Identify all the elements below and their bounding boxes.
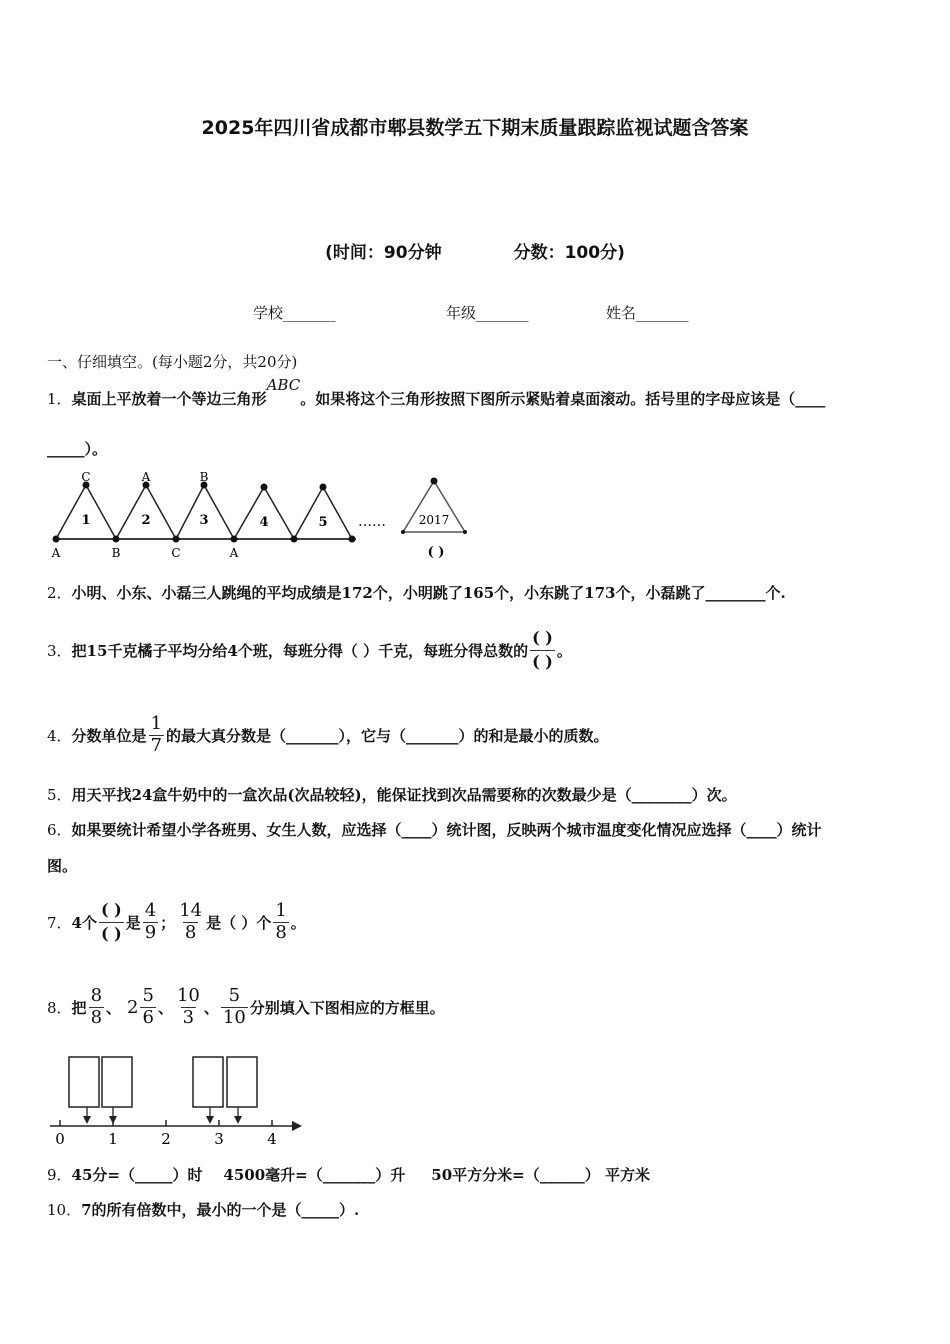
vertex-label: A <box>229 546 239 560</box>
question-number: 2． <box>47 584 72 602</box>
section-heading: 一、仔细填空。(每小题2分，共20分) <box>47 353 298 371</box>
question-number: 8． <box>47 998 72 1017</box>
question-6 <box>47 819 822 840</box>
fraction <box>140 984 155 1028</box>
question-text: 45分=（_____）时 4500毫升=（_______）升 50平方分米=（______） 平方米 <box>71 1166 650 1184</box>
triangle-number: 1 <box>81 513 91 528</box>
question-text: 的最大真分数是（_______），它与（_______）的和是最小的质数。 <box>166 726 609 745</box>
fraction-denominator: 3 <box>182 1006 195 1028</box>
question-text: 分别填入下图相应的方框里。 <box>249 998 445 1017</box>
fraction-numerator: 1 <box>150 712 163 734</box>
vertex-label: C <box>81 470 91 484</box>
triangle-3 <box>176 485 234 539</box>
question-3 <box>47 612 572 688</box>
vertex-label: B <box>111 546 121 560</box>
fraction <box>177 899 204 943</box>
question-text: 4个 <box>71 913 97 932</box>
question-number: 3． <box>47 641 72 660</box>
axis-tick-label: 2 <box>161 1130 171 1148</box>
fraction <box>89 984 104 1028</box>
fraction-denominator: ( ) <box>532 651 553 671</box>
fraction <box>221 984 248 1028</box>
question-10 <box>47 1199 359 1220</box>
question-text: 把15千克橘子平均分给4个班，每班分得（ ）千克，每班分得总数的 <box>71 641 529 660</box>
mixed-number-whole: 2 <box>127 996 139 1018</box>
vertex-label: B <box>199 470 209 484</box>
fraction <box>143 899 158 943</box>
question-number: 7． <box>47 913 72 932</box>
fraction-numerator: 5 <box>228 984 241 1006</box>
fraction <box>273 899 288 943</box>
axis-tick-label: 4 <box>267 1130 277 1148</box>
name-field[interactable]: 姓名_______ <box>606 304 689 322</box>
triangle-5 <box>294 487 352 539</box>
answer-box[interactable] <box>69 1057 99 1107</box>
fraction-numerator: ( ) <box>100 899 122 919</box>
answer-box[interactable] <box>193 1057 223 1107</box>
fraction-denominator: 8 <box>184 921 197 943</box>
question-number: 10． <box>47 1201 82 1219</box>
question-number: 5． <box>47 786 72 804</box>
question-text: 7的所有倍数中，最小的一个是（_____）. <box>81 1201 360 1219</box>
question-2 <box>47 582 786 603</box>
number-line-figure <box>40 1050 310 1150</box>
axis-arrow <box>292 1121 302 1131</box>
question-text: 桌面上平放着一个等边三角形 <box>71 390 267 408</box>
blank-fraction[interactable] <box>99 899 124 943</box>
triangle-number: 2017 <box>418 513 450 527</box>
question-text: 是（ ）个 <box>206 913 272 932</box>
question-number: 1． <box>47 390 72 408</box>
vertex-label: C <box>171 546 181 560</box>
answer-box[interactable] <box>227 1057 257 1107</box>
triangle-label: ABC <box>266 376 301 394</box>
triangle-number: 2 <box>141 513 151 528</box>
question-number: 4． <box>47 726 72 745</box>
fraction-denominator: 6 <box>142 1006 154 1028</box>
answer-box[interactable] <box>102 1057 132 1107</box>
question-5 <box>47 784 737 805</box>
fraction-numerator: 10 <box>176 984 200 1006</box>
fraction-denominator: ( ) <box>100 923 122 943</box>
exam-info <box>0 238 950 263</box>
question-text: 把 <box>71 998 87 1017</box>
axis-tick-label: 3 <box>214 1130 224 1148</box>
triangle-number: 4 <box>259 515 269 530</box>
fraction-numerator: 14 <box>179 899 203 921</box>
page-title: 2025年四川省成都市郫县数学五下期末质量跟踪监视试题含答案 <box>201 117 749 139</box>
triangle-4 <box>234 487 294 539</box>
fraction <box>149 712 164 756</box>
punctuation: ； <box>160 913 176 932</box>
triangle-number: 5 <box>318 515 328 530</box>
question-7 <box>47 884 306 960</box>
punctuation: 、 <box>157 998 173 1017</box>
punctuation: 、 <box>203 998 219 1017</box>
punctuation: 。 <box>290 913 306 932</box>
question-number: 6． <box>47 821 72 839</box>
question-1 <box>47 376 826 409</box>
question-1-continued: _____）。 <box>47 440 108 458</box>
punctuation: 、 <box>106 998 122 1017</box>
fraction-denominator: 8 <box>275 921 287 943</box>
triangle-2 <box>116 485 176 539</box>
question-text: 如果要统计希望小学各班男、女生人数，应选择（____）统计图，反映两个城市温度变化情况应选择（____）统计 <box>71 821 822 839</box>
question-text: 用天平找24盒牛奶中的一盒次品(次品较轻)，能保证找到次品需要称的次数最少是（________）次。 <box>71 786 737 804</box>
question-number: 9． <box>47 1166 72 1184</box>
axis-ticks <box>60 1120 272 1126</box>
fraction-numerator: 1 <box>275 899 287 921</box>
fraction-numerator: 4 <box>144 899 157 921</box>
question-8 <box>47 968 445 1046</box>
vertex-label: A <box>141 470 151 484</box>
triangle-2017 <box>401 478 467 535</box>
fraction-denominator: 10 <box>222 1006 246 1028</box>
question-6-continued: 图。 <box>47 857 78 875</box>
fraction-denominator: 9 <box>144 921 157 943</box>
question-text: 是 <box>125 913 141 932</box>
axis-tick-label: 1 <box>108 1130 118 1148</box>
grade-field[interactable]: 年级_______ <box>446 304 529 322</box>
fraction <box>175 984 202 1028</box>
question-text: 。如果将这个三角形按照下图所示紧贴着桌面滚动。括号里的字母应该是（____ <box>300 390 826 408</box>
axis-tick-label: 0 <box>55 1130 65 1148</box>
school-field[interactable]: 学校_______ <box>253 304 336 322</box>
exam-time: (时间：90分钟 <box>325 243 442 263</box>
vertex-label: A <box>51 546 61 560</box>
fraction-numerator: ( ) <box>532 627 553 647</box>
blank-fraction[interactable] <box>530 627 555 671</box>
rolling-triangle-figure <box>40 468 500 568</box>
fraction-denominator: 7 <box>150 734 163 756</box>
fraction-denominator: 8 <box>90 1006 103 1028</box>
question-text: 小明、小东、小磊三人跳绳的平均成绩是172个，小明跳了165个，小东跳了173个，小磊跳了________个. <box>71 584 786 602</box>
answer-blank: ( ) <box>427 545 445 560</box>
fraction-numerator: 5 <box>142 984 154 1006</box>
fraction-numerator: 8 <box>90 984 103 1006</box>
ellipsis: …… <box>358 514 386 530</box>
triangle-1 <box>56 485 116 539</box>
triangle-number: 3 <box>199 513 209 528</box>
punctuation: 。 <box>556 641 572 660</box>
question-text: 分数单位是 <box>71 726 147 745</box>
question-4 <box>47 700 609 770</box>
question-9 <box>47 1164 650 1185</box>
exam-score: 分数：100分) <box>513 243 625 263</box>
vertex-dots <box>53 482 356 543</box>
